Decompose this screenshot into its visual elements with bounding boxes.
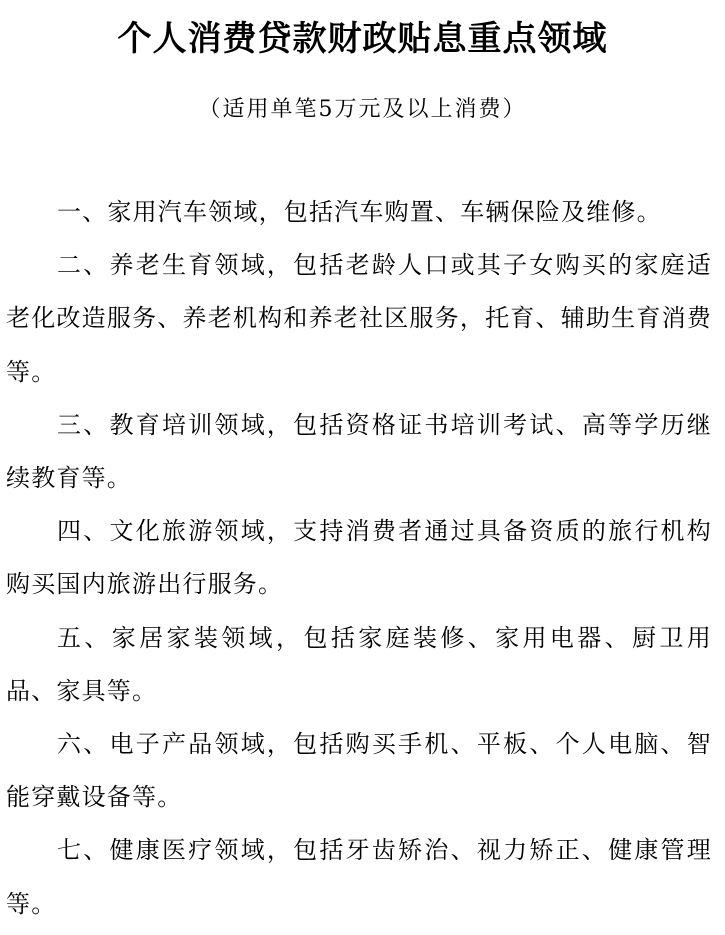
- paragraph-culture-tourism: 四、文化旅游领域，支持消费者通过具备资质的旅行机构购买国内旅游出行服务。: [6, 517, 712, 599]
- paragraph-elderly-childcare: 二、养老生育领域，包括老龄人口或其子女购买的家庭适老化改造服务、养老机构和养老社区服务，托育、辅助生育消费等。: [6, 251, 712, 386]
- document-subtitle: （适用单笔5万元及以上消费）: [198, 97, 527, 122]
- paragraph-health-medical: 七、健康医疗领域，包括牙齿矫治、视力矫正、健康管理等。: [6, 836, 712, 918]
- document-body: [6, 186, 712, 931]
- document-title: 个人消费贷款财政贴息重点领域: [117, 19, 608, 59]
- paragraph-electronics: 六、电子产品领域，包括购买手机、平板、个人电脑、智能穿戴设备等。: [6, 730, 712, 812]
- paragraph-education-training: 三、教育培训领域，包括资格证书培训考试、高等学历继续教育等。: [6, 410, 712, 493]
- paragraph-family-car: 一、家用汽车领域，包括汽车购置、车辆保险及维修。: [57, 198, 662, 226]
- paragraph-home-furnishing: 五、家居家装领域，包括家庭装修、家用电器、厨卫用品、家具等。: [6, 623, 712, 705]
